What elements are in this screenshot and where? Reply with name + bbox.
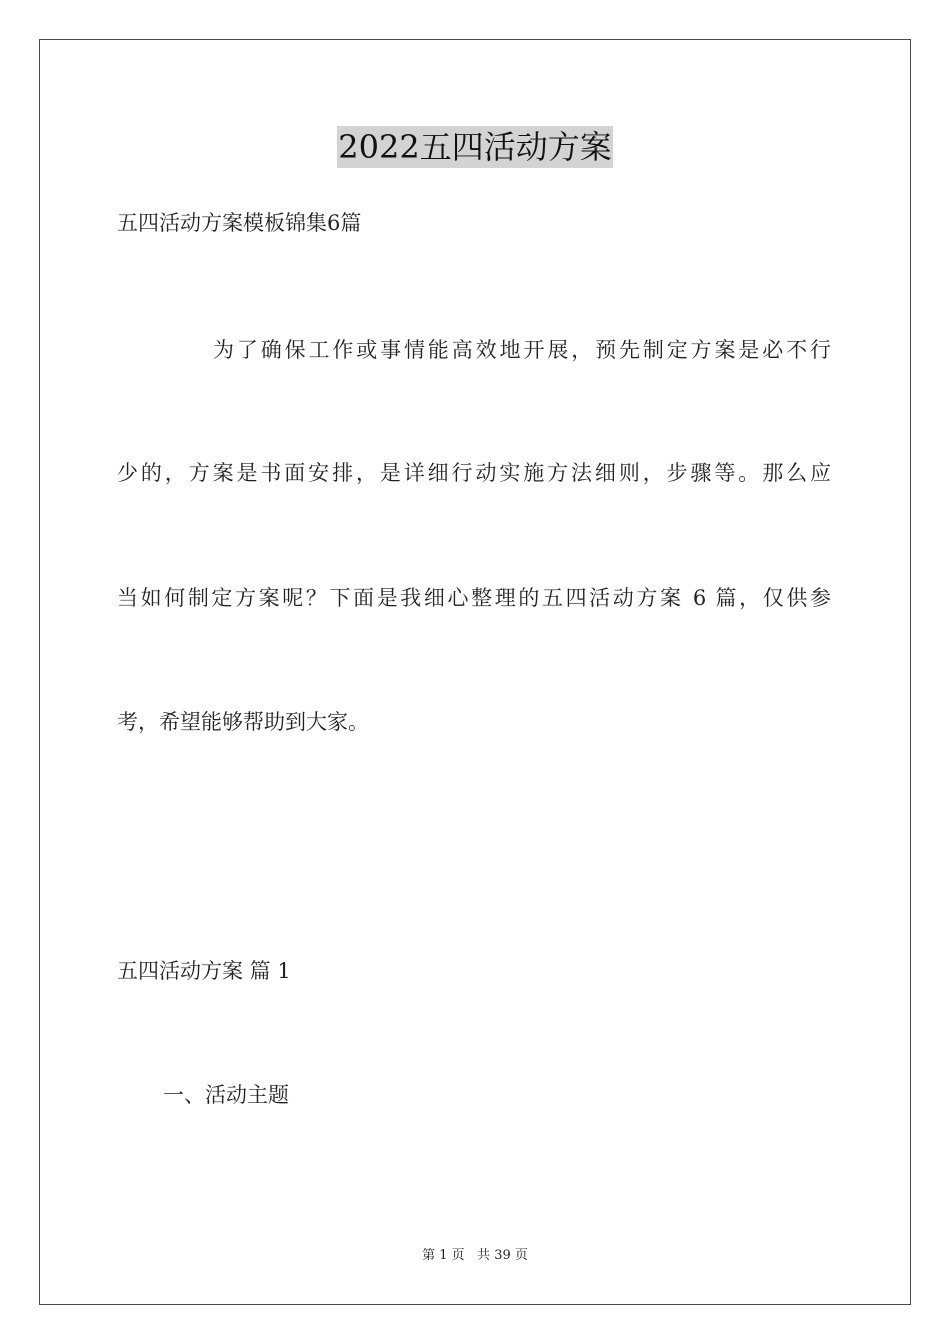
intro-line-1: 为了确保工作或事情能高效地开展，预先制定方案是必不行 (213, 338, 831, 362)
section-heading: 五四活动方案 篇 1 (117, 959, 291, 983)
document-subtitle: 五四活动方案模板锦集6篇 (117, 211, 362, 235)
page-number-footer: 第 1 页 共 39 页 (422, 1248, 528, 1263)
title-container (0, 126, 950, 168)
intro-line-3: 当如何制定方案呢？下面是我细心整理的五四活动方案 6 篇，仅供参 (117, 586, 831, 610)
intro-line-2: 少的，方案是书面安排，是详细行动实施方法细则，步骤等。那么应 (117, 461, 831, 485)
document-title: 2022五四活动方案 (338, 128, 612, 166)
subsection-heading: 一、活动主题 (163, 1083, 289, 1107)
intro-line-4: 考，希望能够帮助到大家。 (117, 710, 369, 734)
